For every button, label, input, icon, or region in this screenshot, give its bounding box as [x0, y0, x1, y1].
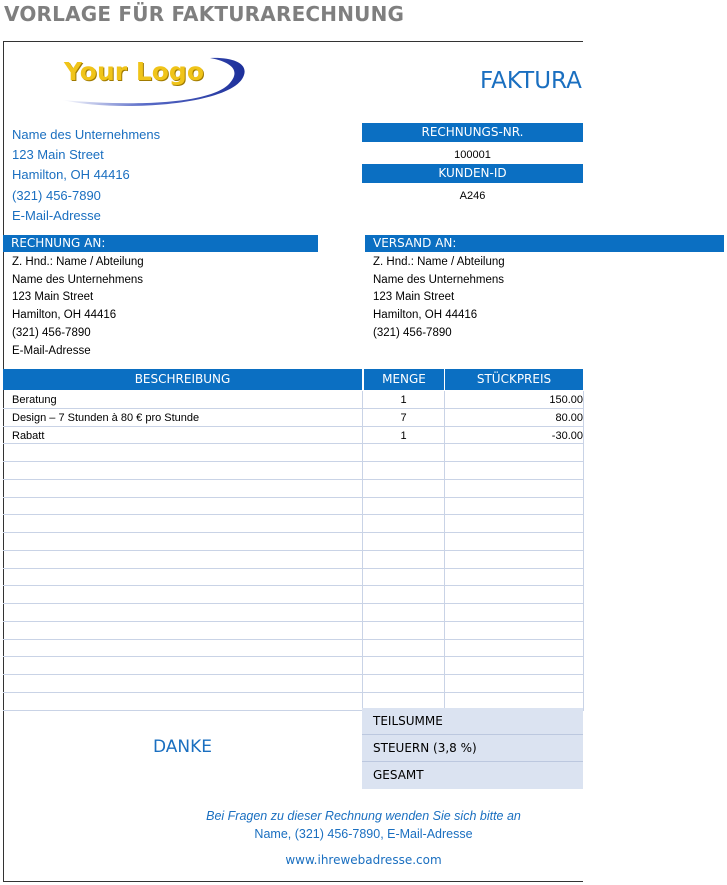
company-name: Name des Unternehmens — [12, 127, 161, 142]
item-quantity: 1 — [400, 394, 407, 406]
thank-you-text: DANKE — [153, 737, 213, 757]
bill-to-line: Hamilton, OH 44416 — [12, 309, 117, 322]
table-row — [3, 622, 583, 640]
bill-to-line: Name des Unternehmens — [12, 273, 144, 286]
table-row — [3, 391, 583, 409]
item-quantity: 7 — [400, 411, 407, 424]
footer-website[interactable]: www.ihrewebadresse.com — [285, 853, 442, 867]
company-phone: (321) 456-7890 — [12, 188, 101, 203]
ship-to-line: (321) 456-7890 — [373, 326, 452, 339]
table-row — [3, 586, 583, 604]
company-street: 123 Main Street — [12, 147, 104, 162]
table-column-divider — [444, 391, 445, 711]
tax-label: STEUERN (3,8 %) — [362, 735, 583, 762]
footer-question: Bei Fragen zu dieser Rechnung wenden Sie sich bitte an — [206, 809, 521, 823]
table-row — [3, 462, 583, 480]
column-header-unit-price: STÜCKPREIS — [444, 369, 583, 390]
table-row — [3, 480, 583, 498]
ship-to-line: Hamilton, OH 44416 — [373, 309, 478, 322]
table-row — [3, 533, 583, 551]
bill-to-address — [12, 254, 144, 360]
table-row — [3, 657, 583, 675]
document-heading: FAKTURA — [480, 68, 582, 94]
table-row — [3, 604, 583, 622]
subtotal-label: TEILSUMME — [362, 708, 583, 735]
table-column-divider — [583, 391, 584, 711]
table-row — [3, 675, 583, 693]
company-email: E-Mail-Adresse — [12, 208, 101, 223]
table-row — [3, 427, 583, 445]
item-description: Beratung — [12, 394, 57, 406]
table-row — [3, 640, 583, 658]
column-header-description: BESCHREIBUNG — [3, 369, 362, 390]
ship-to-address — [373, 254, 505, 343]
footer-contact: Name, (321) 456-7890, E-Mail-Adresse — [254, 827, 473, 841]
page-title: VORLAGE FÜR FAKTURARECHNUNG — [4, 2, 405, 26]
invoice-number-label: RECHNUNGS-NR. — [362, 123, 583, 142]
table-row — [3, 444, 583, 462]
totals-box — [362, 708, 583, 789]
invoice-number-value: 100001 — [454, 149, 491, 161]
item-unit-price: 80.00 — [555, 411, 583, 424]
customer-id-label: KUNDEN-ID — [362, 164, 583, 183]
bill-to-line: E-Mail-Adresse — [12, 344, 91, 357]
ship-to-line: Z. Hnd.: Name / Abteilung — [373, 256, 505, 268]
ship-to-line: 123 Main Street — [373, 291, 455, 304]
table-column-divider — [362, 391, 363, 711]
item-quantity: 1 — [400, 429, 407, 442]
logo-text: Your Logo — [64, 57, 204, 86]
item-description: Design – 7 Stunden à 80 € pro Stunde — [12, 411, 200, 424]
ship-to-header: VERSAND AN: — [365, 235, 724, 252]
bill-to-header: RECHNUNG AN: — [3, 235, 318, 252]
bill-to-line: (321) 456-7890 — [12, 326, 91, 339]
column-header-quantity: MENGE — [363, 369, 444, 390]
bill-to-line: 123 Main Street — [12, 291, 94, 304]
item-unit-price: -30.00 — [551, 429, 583, 442]
company-city: Hamilton, OH 44416 — [12, 167, 130, 182]
item-description: Rabatt — [12, 429, 45, 442]
table-row — [3, 569, 583, 587]
customer-id-value: A246 — [459, 190, 486, 202]
total-label: GESAMT — [373, 768, 424, 782]
table-row — [3, 551, 583, 569]
table-row — [3, 498, 583, 516]
company-logo — [60, 55, 250, 110]
item-unit-price: 150.00 — [549, 394, 583, 406]
table-row — [3, 515, 583, 533]
bill-to-line: Z. Hnd.: Name / Abteilung — [12, 256, 144, 268]
table-row — [3, 409, 583, 427]
ship-to-line: Name des Unternehmens — [373, 273, 505, 286]
